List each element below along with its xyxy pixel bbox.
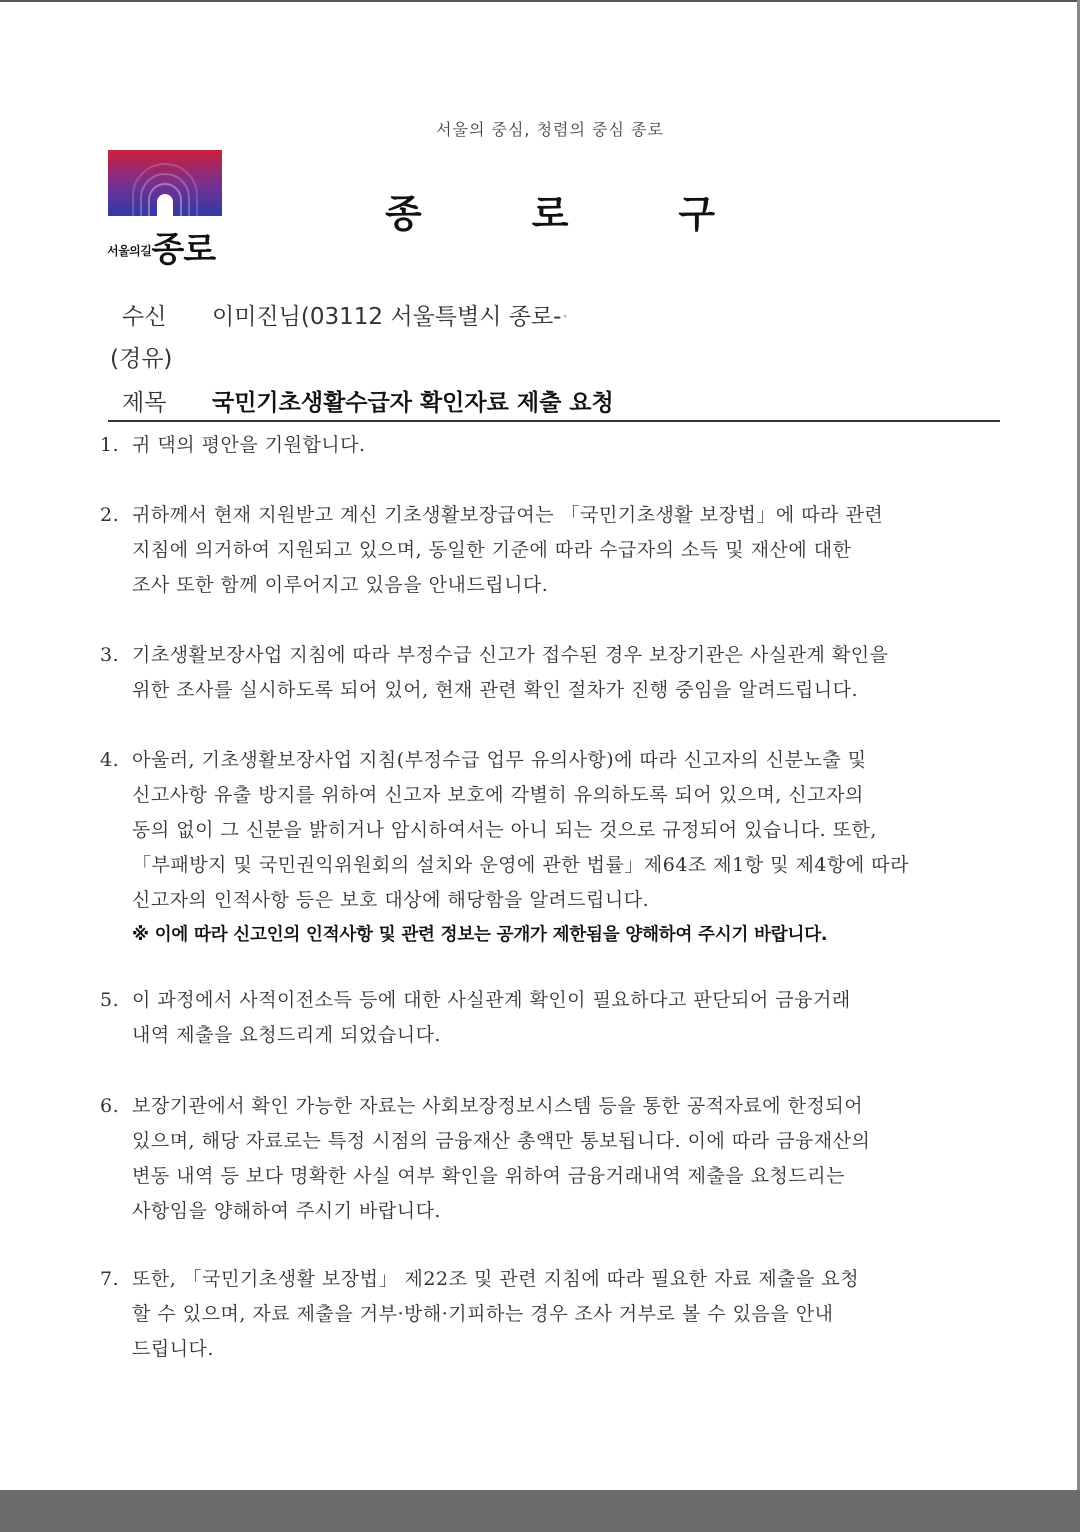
slogan: 서울의 중심, 청렴의 중심 종로 [436,120,664,139]
body-item-7 [100,1262,1002,1367]
recipient-label: 수신 [122,304,167,330]
item-line: 신고자의 인적사항 등은 보호 대상에 해당함을 알려드립니다. [132,889,650,911]
item-number: 5. [100,989,120,1011]
logo-wordmark [107,222,215,271]
item-line: 귀 댁의 평안을 기원합니다. [132,434,366,456]
recipient-value: 이미진님(03112 서울특별시 종로- [212,304,562,330]
item-line: 「부패방지 및 국민권익위원회의 설치와 운영에 관한 법률」제64조 제1항 및 제4항에 따라 [132,854,909,876]
confidentiality-note: ※ 이에 따라 신고인의 인적사항 및 관련 정보는 공개가 제한됨을 양해하여 주시기 바랍니다. [132,925,828,945]
item-line: 내역 제출을 요청드리게 되었습니다. [132,1024,441,1046]
item-line: 귀하께서 현재 지원받고 계신 기초생활보장급여는 「국민기초생활 보장법」에 따라 관련 [132,504,884,526]
item-number: 4. [100,749,120,771]
item-number: 7. [100,1268,120,1290]
jongno-logo [107,150,227,270]
item-number: 3. [100,644,120,666]
item-line: 지침에 의거하여 지원되고 있으며, 동일한 기준에 따라 수급자의 소득 및 재산에 대한 [132,539,852,561]
logo-big-text: 종로 [151,230,216,270]
item-line: 위한 조사를 실시하도록 되어 있어, 현재 관련 확인 절차가 진행 중임을 알려드립니다. [132,679,859,701]
page-top-border [0,0,1080,2]
subject-row [110,384,614,417]
jongno-logo-mark [108,150,222,216]
item-line: 신고사항 유출 방지를 위하여 신고자 보호에 각별히 유의하도록 되어 있으며, 신고자의 [132,784,864,806]
recipient-row [110,298,569,331]
via-label: (경유) [110,346,173,372]
item-line: 또한, 「국민기초생활 보장법」 제22조 및 관련 지침에 따라 필요한 자료 제출을 요청 [132,1268,860,1290]
item-line: 조사 또한 함께 이루어지고 있음을 안내드립니다. [132,574,549,596]
body-item-3 [100,638,1002,708]
via-row [110,340,172,373]
recipient-faded-text: · [561,304,569,330]
item-line: 동의 없이 그 신분을 밝히거나 암시하여서는 아니 되는 것으로 규정되어 있습니다. 또한, [132,819,877,841]
body-item-2 [100,498,1002,603]
item-line: 아울러, 기초생활보장사업 지침(부정수급 업무 유의사항)에 따라 신고자의 신분노출 및 [132,749,867,771]
item-number: 1. [100,434,120,456]
item-line: 사항임을 양해하여 주시기 바랍니다. [132,1200,441,1222]
item-number: 2. [100,504,120,526]
subject-label: 제목 [122,390,167,416]
item-line: 드립니다. [132,1338,214,1360]
item-line: 기초생활보장사업 지침에 따라 부정수급 신고가 접수된 경우 보장기관은 사실관계 확인을 [132,644,889,666]
header-divider [108,420,1000,422]
item-line: 보장기관에서 확인 가능한 자료는 사회보장정보시스템 등을 통한 공적자료에 한정되어 [132,1095,864,1117]
organization-name: 종로구 [385,192,826,236]
body-item-5 [100,983,1002,1053]
item-line: 있으며, 해당 자료로는 특정 시점의 금융재산 총액만 통보됩니다. 이에 따라 금융재산의 [132,1130,871,1152]
item-line: 변동 내역 등 보다 명확한 사실 여부 확인을 위하여 금융거래내역 제출을 요청드리는 [132,1165,845,1187]
item-number: 6. [100,1095,120,1117]
item-line: 할 수 있으며, 자료 제출을 거부·방해·기피하는 경우 조사 거부로 볼 수 있음을 안내 [132,1303,834,1325]
logo-small-text: 서울의길 [107,244,152,258]
body-item-6 [100,1089,1002,1229]
subject-value: 국민기초생활수급자 확인자료 제출 요청 [212,390,614,416]
body-item-4 [100,743,1002,953]
body-item-1 [100,428,1002,463]
viewer-bottom-bar [0,1490,1080,1532]
item-line: 이 과정에서 사적이전소득 등에 대한 사실관계 확인이 필요하다고 판단되어 금융거래 [132,989,851,1011]
